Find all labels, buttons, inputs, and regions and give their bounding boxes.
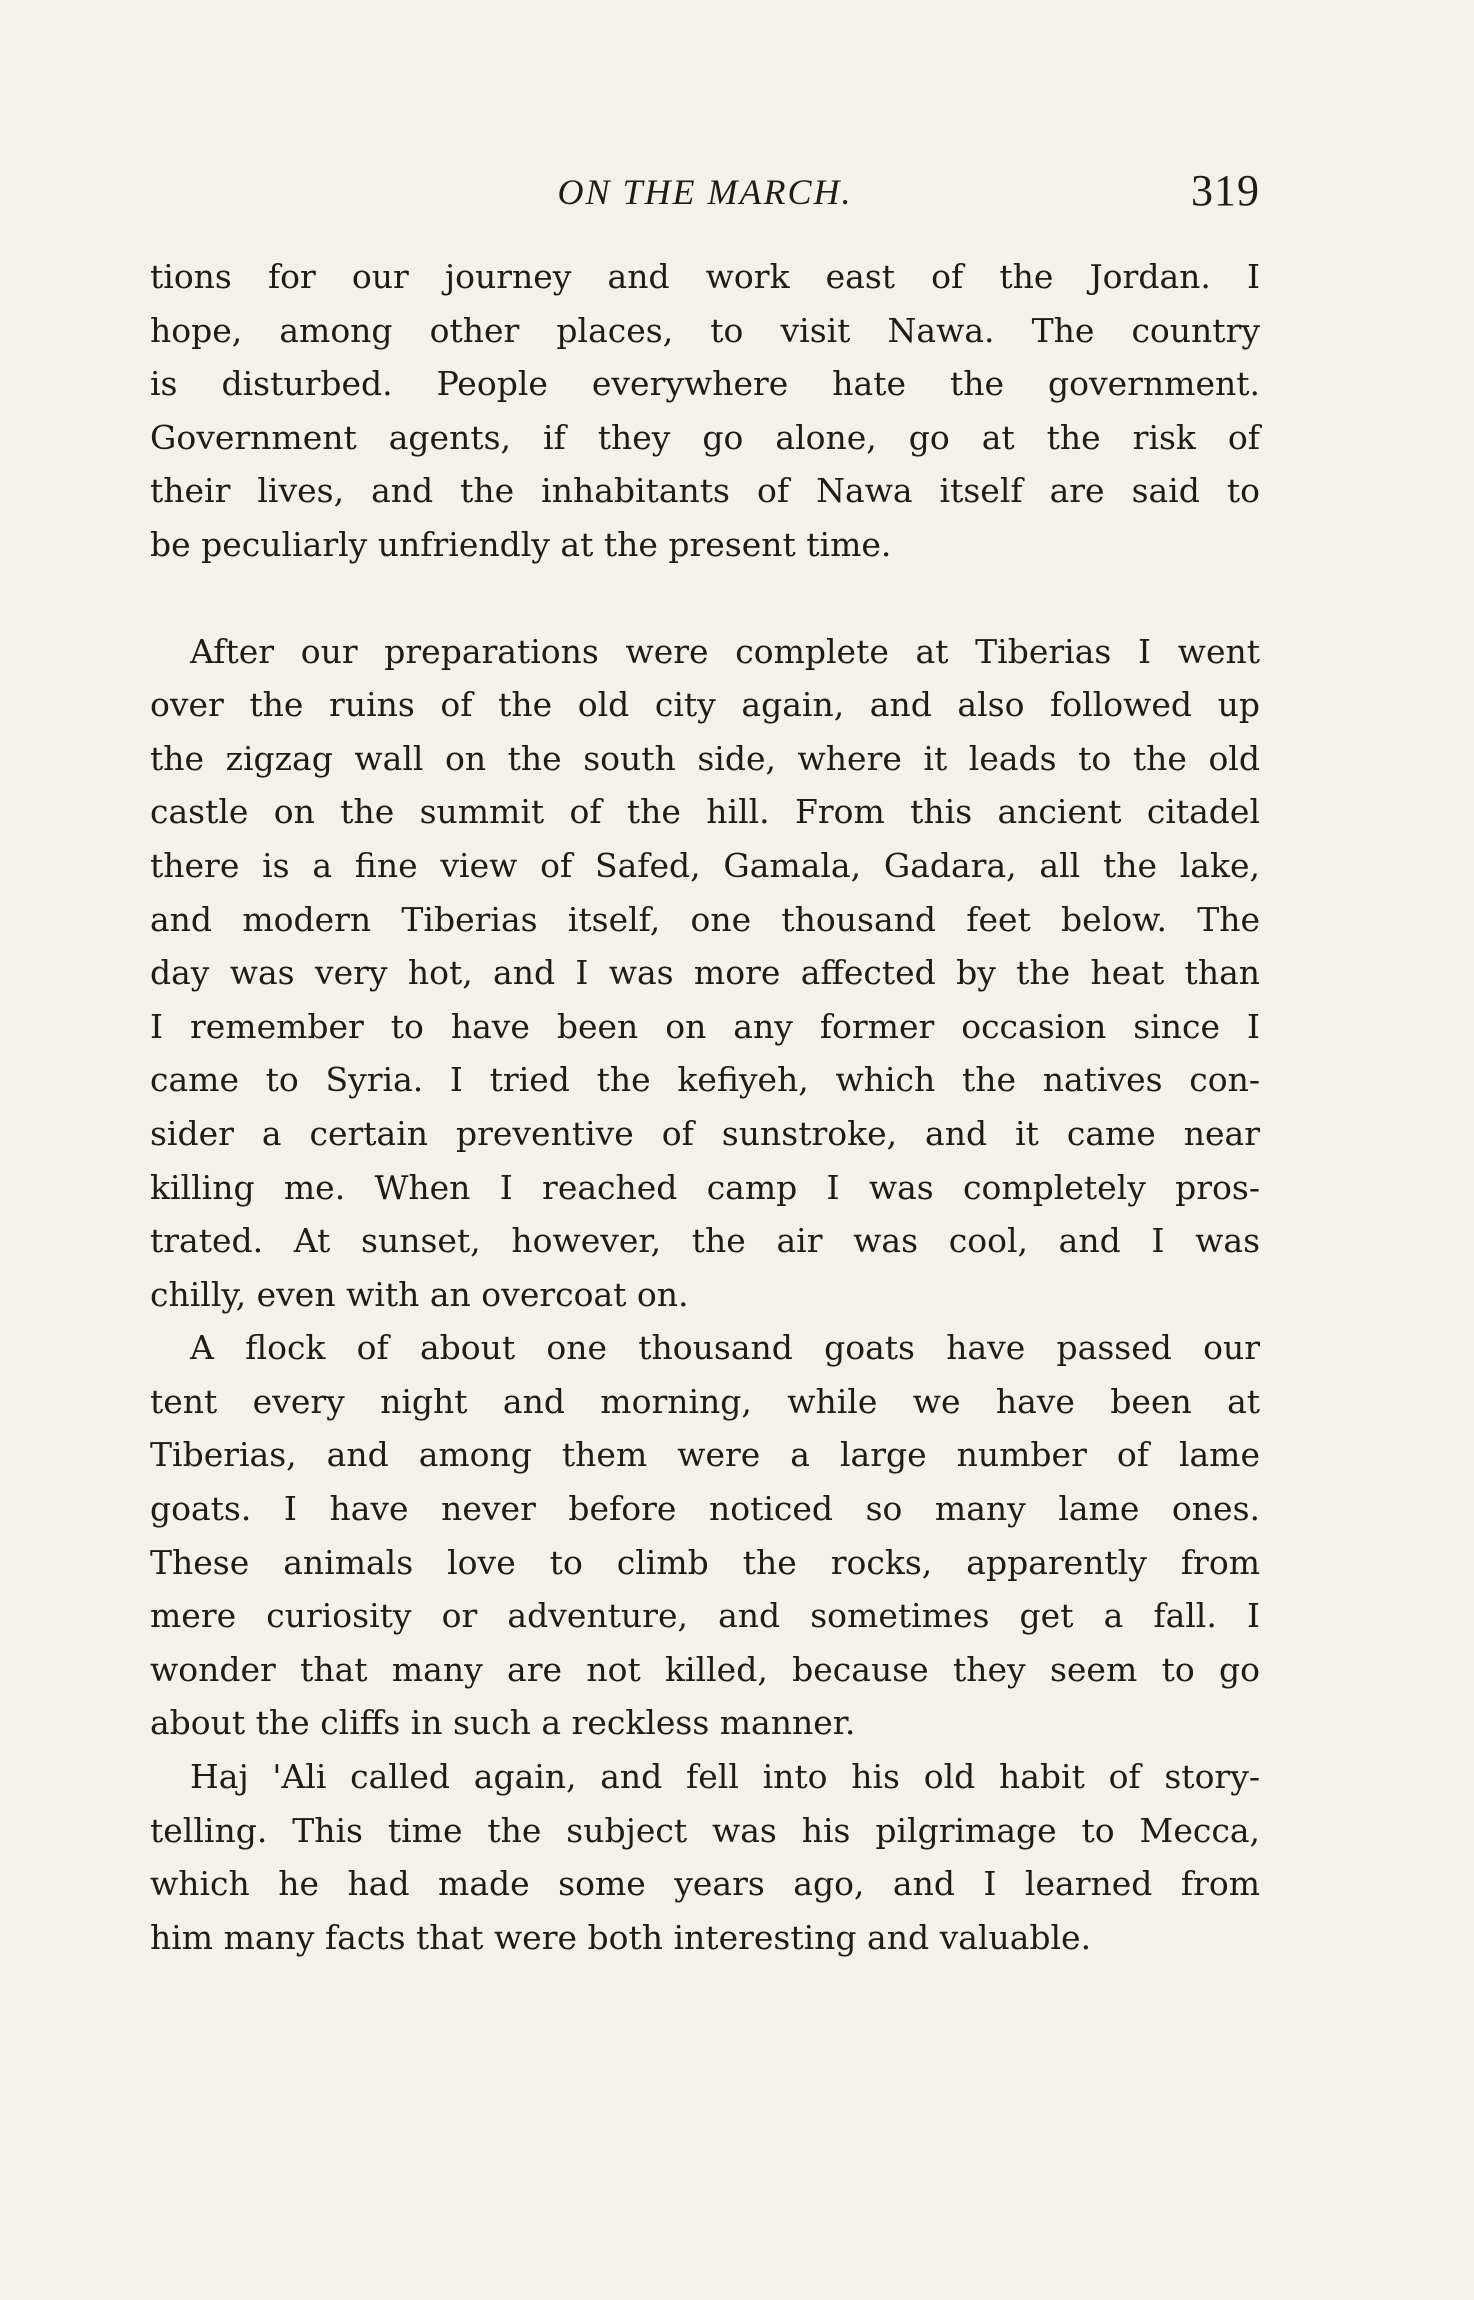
text-line: day was very hot, and I was more affected by the heat than xyxy=(150,953,1260,993)
text-line: sider a certain preventive of sunstroke, and it came near xyxy=(150,1113,1260,1153)
text-line: chilly, even with an overcoat on. xyxy=(150,1274,689,1314)
text-line: mere curiosity or adventure, and sometimes get a fall. I xyxy=(150,1596,1260,1636)
text-line: is disturbed. People everywhere hate the government. xyxy=(150,364,1260,404)
text-line: their lives, and the inhabitants of Nawa itself are said to xyxy=(150,471,1260,511)
text-line: These animals love to climb the rocks, apparently from xyxy=(150,1542,1260,1582)
text-line: wonder that many are not killed, because they seem to go xyxy=(150,1649,1260,1689)
text-line: A flock of about one thousand goats have passed our xyxy=(190,1328,1260,1368)
text-line: tent every night and morning, while we have been at xyxy=(150,1381,1260,1421)
text-line: over the ruins of the old city again, and also followed up xyxy=(150,685,1260,725)
text-line: hope, among other places, to visit Nawa. The country xyxy=(150,310,1260,350)
text-line: I remember to have been on any former occasion since I xyxy=(150,1006,1260,1046)
text-line: him many facts that were both interesting and valuable. xyxy=(150,1917,1092,1957)
text-line: castle on the summit of the hill. From this ancient citadel xyxy=(150,792,1260,832)
paragraph-2 xyxy=(150,625,1260,1322)
text-line: Haj 'Ali called again, and fell into his old habit of story- xyxy=(190,1757,1260,1797)
running-head xyxy=(150,165,1260,225)
text-line: trated. At sunset, however, the air was cool, and I was xyxy=(150,1221,1260,1261)
text-line: there is a fine view of Safed, Gamala, Gadara, all the lake, xyxy=(150,845,1260,885)
text-line: Tiberias, and among them were a large number of lame xyxy=(150,1435,1260,1475)
text-line: tions for our journey and work east of the Jordan. I xyxy=(150,257,1260,296)
paragraph-3 xyxy=(150,1321,1260,1750)
running-title: ON THE MARCH. xyxy=(557,172,853,212)
page-number: 319 xyxy=(1191,166,1260,215)
text-line: Government agents, if they go alone, go at the risk of xyxy=(150,417,1260,457)
text-line: about the cliffs in such a reckless manner. xyxy=(150,1703,856,1743)
text-line: the zigzag wall on the south side, where it leads to the old xyxy=(150,738,1260,778)
text-line: be peculiarly unfriendly at the present time. xyxy=(150,524,892,564)
body-text xyxy=(150,250,1260,1964)
text-line: and modern Tiberias itself, one thousand feet below. The xyxy=(150,899,1260,939)
text-line: telling. This time the subject was his pilgrimage to Mecca, xyxy=(150,1810,1260,1850)
text-line: which he had made some years ago, and I learned from xyxy=(150,1864,1260,1904)
text-line: goats. I have never before noticed so many lame ones. xyxy=(150,1489,1260,1529)
text-line: After our preparations were complete at Tiberias I went xyxy=(190,631,1260,671)
paragraph-1 xyxy=(150,250,1260,572)
text-line: killing me. When I reached camp I was completely pros- xyxy=(150,1167,1260,1207)
paragraph-4 xyxy=(150,1750,1260,1964)
text-line: came to Syria. I tried the kefiyeh, which the natives con- xyxy=(150,1060,1260,1100)
